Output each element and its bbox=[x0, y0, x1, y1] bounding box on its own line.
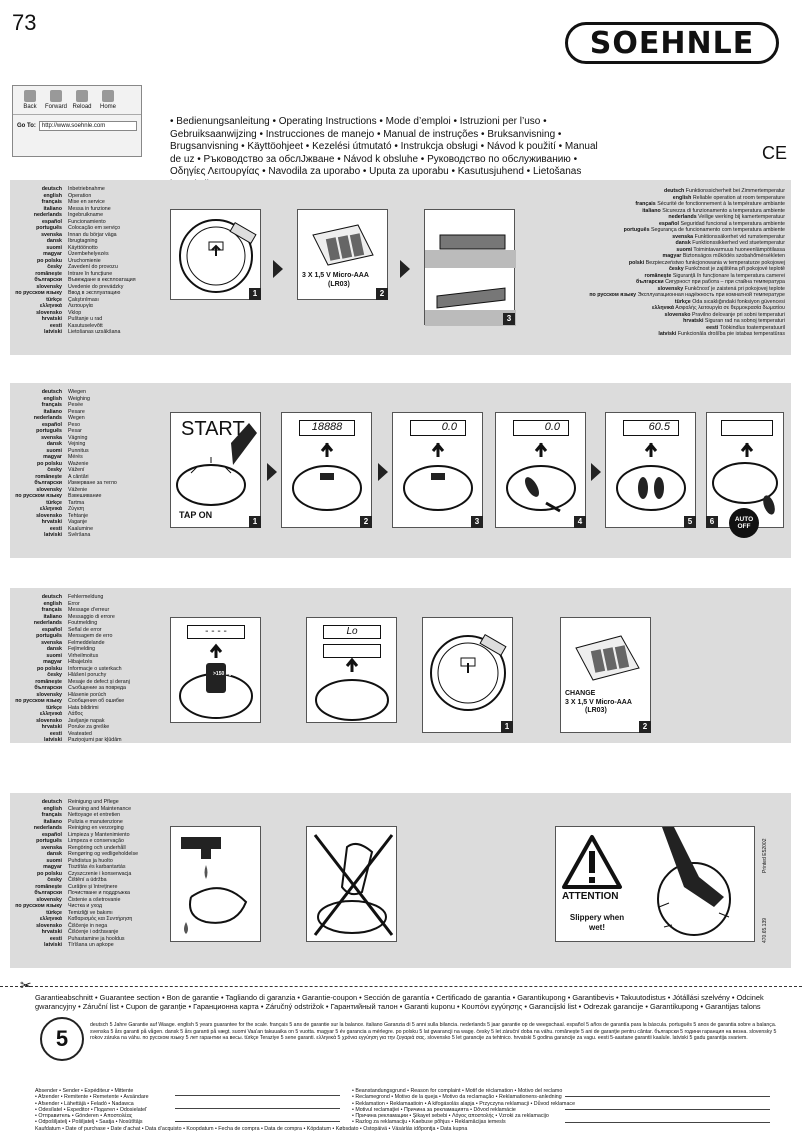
safety-row: eesti Töökindlus toatemperatuuril bbox=[706, 324, 785, 331]
language-row: svenska Rengöring och underhåll bbox=[41, 844, 126, 851]
language-row: magyar Mérés bbox=[43, 454, 83, 460]
display-value: 0.0 bbox=[410, 420, 466, 436]
language-row: nederlands Wegen bbox=[33, 415, 85, 421]
display-value bbox=[721, 420, 773, 436]
blank-display bbox=[323, 644, 381, 658]
language-row: english Cleaning and Maintenance bbox=[43, 805, 132, 812]
language-row: türkçe Hata bildirimi bbox=[46, 704, 99, 711]
language-row: po polsku Uruchomienie bbox=[36, 257, 101, 264]
safety-row: svenska Funktionssäkerhet vid rumstemperatur bbox=[672, 233, 785, 240]
language-row: românește Mesaje de defect și deranj bbox=[35, 678, 130, 685]
guarantee-years-text: deutsch 5 Jahre Garantie auf Waage. english 5 years guarantee for the scale. français 5 ans de garantie sur la balance. italiano Garanzia di 5 anni sulla bilancia. nederlands 5 jaar garantie op de weegschaal. español 5 años de garantía para la báscula. português 5 anos de garantia sobre a balança. svenska 5 års garanti på vågen. dansk 5 års garanti på vægt. suomi Vaa'an takuuaika on 5 vuotta. magyar 5 év garancia a mérlegre. po polsku 5 lat gwarancji na wagę. česky 5 let záruční doba na váhu. românește 5 ani de garanţie pentru cântar. български 5 години гаранция на везна. slovensky 5 rokov záruka na váhu. по русском языку 5 лет гарантии на весы. türkçe Teraziye 5 sene garanti. ελληνικά 5 χρόνια εγγύηση για την ζυγαριά σας. slovensko 5 let garancije za tehtnico. hrvatski 5 godina garancije za vagu. eesti 5-aastane garantii kaalule. latviski 5 gadu garantija svariem. bbox=[90, 1022, 777, 1042]
language-row: español Peso bbox=[41, 421, 81, 428]
cleaning-figure-cloth bbox=[170, 826, 261, 942]
home-button: Home bbox=[97, 90, 119, 110]
language-row: slovensky Váženie bbox=[36, 486, 88, 493]
language-row: nederlands Ingebruikname bbox=[33, 212, 104, 218]
weighing-language-list bbox=[12, 389, 117, 539]
language-row: english Operation bbox=[43, 192, 92, 199]
language-row: slovensko Tehtanje bbox=[36, 512, 89, 519]
language-row: suomi Virheilmoitus bbox=[46, 652, 99, 659]
language-row: български Съобщение за повреда bbox=[34, 685, 126, 691]
print-code: Printed E52002 bbox=[762, 838, 768, 873]
language-row: po polsku Ważenie bbox=[36, 460, 89, 467]
language-row: eesti Puhastamine ja hooldus bbox=[49, 935, 125, 942]
article-number: 470.65.139 bbox=[762, 917, 768, 943]
weighing-figure-4: 0.0 4 bbox=[495, 412, 586, 528]
safety-row: português Segurança de funcionamento com temperatura ambiente bbox=[623, 227, 785, 233]
language-row: magyar Tisztítás és karbantartás bbox=[43, 864, 126, 870]
language-row: ελληνικά Ζύγιση bbox=[39, 506, 85, 512]
scale-on-floor-icon bbox=[425, 210, 516, 326]
language-row: türkçe Çalıştırılması bbox=[46, 296, 99, 303]
safety-row: türkçe Oda sıcaklığındaki fonksiyon güvencesi bbox=[674, 298, 785, 305]
language-row: latviski Lietošanas uzsākšana bbox=[44, 329, 121, 335]
weighing-figure-2: 18888 2 bbox=[281, 412, 372, 528]
safety-row: suomi Toimintavarmuus huoneenlämpötilassa bbox=[676, 246, 785, 253]
soehnle-logo: SOEHNLE bbox=[565, 22, 779, 64]
language-row: nederlands Foutmelding bbox=[33, 620, 98, 626]
operation-panel bbox=[10, 180, 791, 355]
slipping-foot-icon bbox=[644, 827, 754, 943]
sender-field[interactable]: Absender • Sender • Expéditeur • Mittente • Afzender • Remitente • Remetente • Avsändare • Afsender • Lähettäjä • Feladó • Nadawca • Odesílatel • Expeditor • Подател • Odosielateľ • Отправитель • Gönderen • Αποστολέας • Odpošiljatelj • Pošiljatelj • Saatja • Nosūtītājs bbox=[35, 1088, 149, 1126]
safety-row: nederlands Veilige werking bij kamertemperatuur bbox=[668, 214, 785, 220]
language-row: dansk Ibrugtagning bbox=[46, 238, 98, 244]
language-row: italiano Pesare bbox=[43, 408, 85, 415]
reload-icon bbox=[76, 90, 88, 102]
language-row: svenska Vägning bbox=[41, 434, 88, 441]
language-row: suomi Puhdistus ja huolto bbox=[46, 857, 113, 864]
safety-row: românește Siguranţă în funcționare la temperatura camerei bbox=[644, 272, 785, 279]
language-row: hrvatski Čišćenje i održavanje bbox=[41, 929, 119, 935]
auto-off-badge: AUTO OFF bbox=[729, 508, 759, 538]
cut-line bbox=[0, 986, 802, 987]
language-row: magyar Hibajelzés bbox=[43, 659, 93, 665]
language-row: ελληνικά Λάθος bbox=[39, 711, 84, 717]
language-row: nederlands Reiniging en verzorging bbox=[33, 825, 124, 831]
language-row: português Colocação em serviço bbox=[36, 225, 121, 231]
language-row: italiano Messaggio di errore bbox=[43, 613, 115, 620]
language-row: magyar Üzembehelyezés bbox=[43, 251, 109, 257]
language-row: deutsch Fehlermeldung bbox=[41, 594, 104, 600]
error-figure-overload bbox=[170, 617, 261, 723]
language-row: dansk Fejlmelding bbox=[46, 646, 96, 652]
no-solvent-icon bbox=[307, 827, 398, 943]
operation-figure-1: 1 bbox=[170, 209, 261, 300]
safety-row: polski Bezpieczeństwo funkcjonowania w temperaturze pokojowej bbox=[628, 259, 785, 266]
change-battery-icon bbox=[561, 618, 652, 688]
display-value: 0.0 bbox=[513, 420, 569, 436]
weighing-figure-5: 60.5 5 bbox=[605, 412, 696, 528]
battery-caption-type: (LR03) bbox=[585, 707, 607, 714]
error-panel bbox=[10, 588, 791, 743]
language-row: deutsch Wiegen bbox=[41, 389, 86, 395]
display-value: 60.5 bbox=[623, 420, 679, 436]
language-row: español Limpieza y Mantenimiento bbox=[41, 831, 130, 838]
language-row: suomi Käyttöönotto bbox=[46, 244, 98, 251]
language-row: eesti Kaalumine bbox=[49, 525, 94, 532]
language-row: português Mensagem de erro bbox=[36, 633, 113, 639]
language-row: slovensko Javljanje napak bbox=[36, 717, 105, 724]
language-row: по русском языку Сообщения об ошибке bbox=[15, 698, 125, 704]
language-row: по русском языку Ввод в эксплуатацию bbox=[15, 290, 121, 296]
start-label: START bbox=[181, 418, 245, 440]
safety-row: slovensko Pravilno delovanje pri sobni temperaturi bbox=[664, 311, 785, 318]
guarantee-section-title: Garantieabschnitt • Guarantee section • Bon de garantie • Tagliando di garanzia • Garantie-coupon • Sección de garantía • Certificado de garantia • Garantikupong • Garantibevis • Takuutodistus • Jótállási szelvény • Odcinek gwarancyjny • Záruční list • Cupon de garanţie • Гаранционна карта • Záručný odstrižok • Гарантийный талон • Garanti kuponu • Κουπόνι εγγύησης • Garancijski list • Odrezak garancije • Garantikupong • Garantijas talons bbox=[35, 993, 764, 1011]
language-row: italiano Pulizia e manutenzione bbox=[43, 818, 123, 825]
language-row: italiano Messa in funzione bbox=[43, 205, 111, 212]
language-row: česky Hlášení poruchy bbox=[47, 672, 107, 678]
safety-row: česky Funkčnost je zajištěna při pokojové teplotě bbox=[668, 266, 785, 272]
weighing-figure-6: AUTO OFF 6 bbox=[706, 412, 784, 528]
language-row: slovensko Čiščenje in nega bbox=[36, 922, 108, 929]
operation-safety-list bbox=[530, 188, 785, 338]
safety-row: dansk Funktionssikkerhed ved stuetemperatur bbox=[675, 240, 785, 246]
language-row: eesti Veateated bbox=[49, 730, 92, 737]
language-row: english Weighing bbox=[43, 395, 90, 402]
language-row: slovensko Vklop bbox=[36, 309, 82, 316]
cleaning-figure-no-solvent bbox=[306, 826, 397, 942]
language-row: česky Čištění a údržba bbox=[47, 877, 107, 883]
error-figure-1: 1 bbox=[422, 617, 513, 733]
guarantee-seal: 5 bbox=[40, 1017, 84, 1061]
slippery-label: Slippery when wet! bbox=[569, 913, 625, 932]
weighing-figure-1: START TAP ON 1 bbox=[170, 412, 261, 528]
reload-button: Reload bbox=[71, 90, 93, 110]
language-row: по русском языку Чистка и уход bbox=[15, 903, 103, 909]
browser-illustration bbox=[12, 85, 142, 157]
display-value: Lo bbox=[323, 625, 381, 639]
language-row: hrvatski Poruke za greške bbox=[41, 724, 110, 730]
language-row: svenska Felmeddelande bbox=[41, 639, 105, 646]
language-row: ελληνικά Καθαρισμός και Συντήρηση bbox=[39, 916, 133, 922]
language-row: français Nettoyage et entretien bbox=[41, 812, 121, 818]
warning-triangle-icon bbox=[562, 831, 642, 891]
language-row: hrvatski Vaganje bbox=[41, 519, 88, 525]
safety-row: deutsch Funktionssicherheit bei Zimmertemperatur bbox=[663, 188, 785, 194]
weighing-panel bbox=[10, 383, 791, 558]
language-row: ελληνικά Λειτουργία bbox=[39, 303, 93, 309]
language-row: български Въвеждане в експлоатация bbox=[34, 277, 136, 283]
language-row: eesti Kasutuselevõtt bbox=[49, 322, 103, 329]
language-row: latviski Tīrīšana un apkope bbox=[44, 942, 114, 948]
language-row: deutsch Inbetriebnahme bbox=[41, 186, 105, 192]
safety-row: italiano Sicurezza di funzionamento a temperatura ambiente bbox=[642, 207, 785, 214]
language-row: français Message d’erreur bbox=[41, 607, 110, 613]
battery-compartment-icon bbox=[298, 210, 389, 270]
language-row: svenska Innan du börjar väga bbox=[41, 231, 117, 238]
language-row: românește A cântări bbox=[35, 473, 89, 480]
language-row: românește Curățire și întreținere bbox=[35, 883, 118, 890]
back-icon bbox=[24, 90, 36, 102]
display-value: - - - - bbox=[187, 625, 245, 639]
language-row: français Mise en service bbox=[41, 199, 105, 205]
error-figure-low bbox=[306, 617, 397, 723]
safety-row: english Reliable operation at room temperature bbox=[672, 194, 785, 201]
display-value: 18888 bbox=[299, 420, 355, 436]
language-row: românește Intrare în funcțiune bbox=[35, 270, 113, 277]
language-row: po polsku Informacje o usterkach bbox=[36, 665, 122, 672]
battery-caption: 3 X 1,5 V Micro-AAA bbox=[565, 699, 632, 706]
safety-row: български Сигурност при работа – при стайна температура bbox=[635, 279, 785, 285]
cleaning-language-list bbox=[12, 799, 138, 949]
language-row: türkçe Tartma bbox=[46, 499, 85, 506]
browser-toolbar bbox=[13, 86, 141, 115]
language-row: latviski Paziņojumi par kļūdām bbox=[44, 737, 122, 743]
manual-language-list: • Bedienungsanleitung • Operating Instructions • Mode d’emploi • Istruzioni per l’uso • Gebruiksaanwijzing • Instrucciones de manejo • Manual de instruções • Bruksanvisning • Brugsanvisning • Käyttöohjeet • Kezelési útmutató • Instrukcja obsługi • Návod k použití • Manual de uz • Ръководство за обслЈжване • Návod k obsluhe • Руководство по обслуживанию • Οδηγίες Λειτουργίας • Navodila za uporabo • Uputa za uporabu • Kasutusjuhend • Lietošanas bbox=[170, 116, 598, 178]
weight-label: >150 kg bbox=[213, 671, 232, 677]
cleaning-panel bbox=[10, 793, 791, 968]
language-row: česky Zavedení do provozu bbox=[47, 264, 118, 270]
home-icon bbox=[102, 90, 114, 102]
language-row: suomi Punnitus bbox=[46, 447, 89, 454]
weighing-figure-3: 0.0 3 bbox=[392, 412, 483, 528]
language-row: türkçe Temizliği ve bakımı bbox=[46, 909, 113, 916]
safety-row: magyar Biztonságos működés szobahőmérsékleten bbox=[662, 253, 785, 259]
error-figure-2: CHANGE 3 X 1,5 V Micro-AAA (LR03) 2 bbox=[560, 617, 651, 733]
language-row: español Señal de error bbox=[41, 626, 102, 633]
change-label: CHANGE bbox=[565, 690, 596, 697]
page-number: 73 bbox=[12, 10, 37, 35]
language-row: česky Vážení bbox=[47, 467, 85, 473]
battery-caption: 3 X 1,5 V Micro-AAA bbox=[302, 272, 369, 279]
back-button: Back bbox=[19, 90, 41, 110]
operation-figure-3: 3 bbox=[424, 209, 515, 325]
safety-row: latviski Funkcionāla drošība pie istabas temperatūras bbox=[658, 331, 785, 337]
slippery-warning bbox=[555, 826, 755, 942]
language-row: português Limpeza e conservação bbox=[36, 838, 124, 844]
error-language-list bbox=[12, 594, 130, 744]
scale-top-icon bbox=[423, 618, 514, 734]
reason-field[interactable]: • Beanstandungsgrund • Reason for complaint • Motif de réclamation • Motivo del reclamo • Reclamegrond • Motivo de la queja • Motivo da reclamação • Reklamationens-anledning • Reklamation • Reklamaatioin • A kifogásolás alapja • Przyczyna reklamacji • Důvod reklamace • Motivul reclamaţiei • Причина за рекламацията • Dôvod reklamácie • Причина рекламации • Şikayet sebebi • Λόγος αποστολής • Vzroki za reklamacijo • Razlog za reklamaciju • Kaebuse põhjus • Reklamācijas iemesls bbox=[352, 1088, 576, 1126]
language-row: slovensky Hlásenie porúch bbox=[36, 691, 107, 698]
operation-figure-2: 3 X 1,5 V Micro-AAA (LR03) 2 bbox=[297, 209, 388, 300]
language-row: latviski Svēršana bbox=[44, 532, 91, 538]
language-row: english Error bbox=[43, 600, 80, 607]
language-row: по русском языку Взвешивание bbox=[15, 493, 102, 499]
language-row: dansk Vejning bbox=[46, 441, 86, 447]
operation-language-list bbox=[12, 186, 136, 336]
scissors-icon: ✂ bbox=[20, 977, 32, 993]
attention-label: ATTENTION bbox=[562, 891, 619, 902]
forward-icon bbox=[50, 90, 62, 102]
safety-row: slovensky Funkčnosť je zaistená pri pokojovej teplote bbox=[657, 285, 785, 292]
browser-url-bar: Go To: http://www.soehnle.com bbox=[13, 115, 141, 137]
safety-row: по русском языку Эксплуатационная надёжность при комнатной температуре bbox=[589, 292, 785, 298]
language-row: português Pesar bbox=[36, 428, 82, 434]
language-row: slovensky Uvedenie do prevádzky bbox=[36, 283, 124, 290]
language-row: français Pesée bbox=[41, 402, 84, 408]
safety-row: español Seguridad funcional a temperatura ambiente bbox=[658, 220, 785, 227]
ce-mark: CE bbox=[762, 143, 788, 163]
language-row: български Почистване и поддръжка bbox=[34, 890, 130, 896]
language-row: dansk Rengøring og vedligeholdelse bbox=[46, 851, 139, 857]
language-row: hrvatski Puštanje u rad bbox=[41, 316, 103, 322]
safety-row: ελληνικά Ασφαλής λειτουργία σε θερμοκρασία δωματίου bbox=[651, 305, 785, 311]
battery-caption-type: (LR03) bbox=[328, 281, 350, 288]
language-row: български Измерване за тегло bbox=[34, 480, 117, 486]
language-row: deutsch Reinigung und Pflege bbox=[41, 799, 119, 805]
purchase-date-field[interactable]: Kaufdatum • Date of purchase • Date d’achat • Data d’acquisto • Koopdatum • Fecha de compra • Data de compra • Köpdatum • Købsdato • Ostopäivä • Vásárlás időpontja • Data kupna bbox=[35, 1126, 468, 1132]
tap-water-icon bbox=[171, 827, 262, 943]
safety-row: français Sécurité de fonctionnement à la température ambiante bbox=[635, 201, 785, 207]
tap-on-label: TAP ON bbox=[179, 510, 213, 520]
language-row: po polsku Czyszczenie i konserwacja bbox=[36, 870, 132, 877]
safety-row: hrvatski Siguran rad na sobnoj temperaturi bbox=[683, 318, 785, 324]
language-row: slovensky Čistenie a ošetrovanie bbox=[36, 896, 121, 903]
forward-button: Forward bbox=[45, 90, 67, 110]
language-row: español Funcionamiento bbox=[41, 218, 106, 225]
